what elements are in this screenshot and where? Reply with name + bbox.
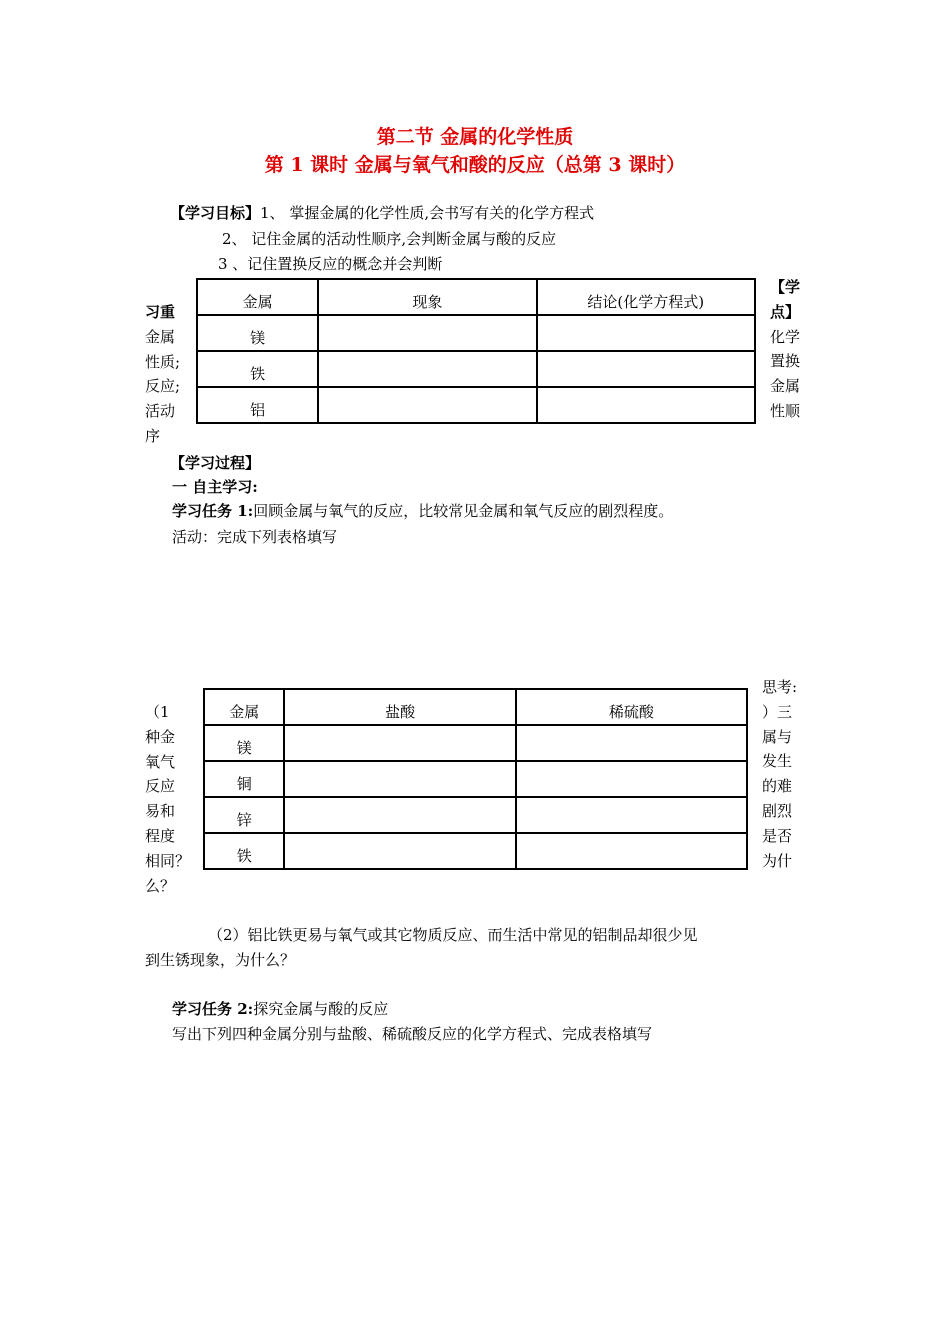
think-right — [762, 675, 797, 873]
table-cell-blank[interactable] — [284, 797, 515, 833]
question2-line2: 到生锈现象，为什么？ — [145, 951, 296, 969]
key-points-right-text: 点】 — [770, 302, 801, 321]
think-right-text: 属与 — [762, 727, 793, 746]
table-cell-metal: 镁 — [197, 315, 318, 351]
key-points-right-text: 化学 — [770, 327, 801, 346]
think-right-text: 是否 — [762, 826, 793, 845]
table-cell-blank[interactable] — [516, 833, 747, 869]
key-points-left-text: 习重 — [145, 303, 176, 321]
think-left-text: 相同？ — [145, 851, 191, 870]
objective-3: 3 、记住置换反应的概念并会判断 — [218, 255, 443, 273]
key-points-left — [145, 300, 180, 449]
table-cell-blank[interactable] — [516, 761, 747, 797]
think-left-text: 程度 — [145, 826, 176, 845]
task2-text: 探究金属与酸的反应 — [253, 1000, 389, 1018]
table-header-row — [204, 689, 747, 725]
table-header-cell: 稀硫酸 — [516, 689, 747, 725]
task1-label: 学习任务 1: — [172, 502, 254, 520]
table-header-cell: 结论(化学方程式) — [537, 279, 755, 315]
task2-label: 学习任务 2: — [172, 1000, 254, 1018]
table-header-cell: 金属 — [197, 279, 318, 315]
key-points-right-text: 金属 — [770, 377, 801, 396]
key-points-right-text: 性顺 — [770, 401, 801, 420]
think-left-text: 种金 — [145, 727, 176, 746]
key-points-right — [770, 275, 800, 424]
table-row — [197, 387, 755, 423]
table-cell-metal: 铜 — [204, 761, 284, 797]
task2-line — [172, 998, 388, 1019]
think-left-text: 易和 — [145, 802, 176, 821]
table-row — [204, 761, 747, 797]
key-points-left-text: 序 — [145, 426, 161, 445]
task1-line — [172, 500, 673, 521]
table-cell-metal: 铁 — [204, 833, 284, 869]
key-points-left-text: 反应; — [145, 377, 181, 396]
objective-text: 1、 掌握金属的化学性质,会书写有关的化学方程式 — [260, 204, 595, 222]
think-right-text: ）三 — [762, 702, 793, 721]
section-self-study: 一 自主学习: — [172, 478, 258, 496]
key-points-left-text: 活动 — [145, 402, 176, 421]
table-cell-blank[interactable] — [516, 797, 747, 833]
page-title: 第二节 金属的化学性质 — [376, 126, 574, 148]
table-row — [197, 315, 755, 351]
page-subtitle: 第 1 课时 金属与氧气和酸的反应（总第 3 课时） — [264, 154, 686, 176]
table-row — [204, 833, 747, 869]
table-cell-metal: 铁 — [197, 351, 318, 387]
table-cell-blank[interactable] — [284, 725, 515, 761]
table-header-cell: 现象 — [318, 279, 536, 315]
table-cell-blank[interactable] — [318, 351, 536, 387]
think-left — [145, 700, 190, 898]
table-cell-blank[interactable] — [537, 315, 755, 351]
key-points-left-text: 金属 — [145, 327, 176, 346]
table-cell-blank[interactable] — [284, 833, 515, 869]
think-right-text: 发生 — [762, 752, 793, 771]
table-row — [204, 797, 747, 833]
table-metal-acid — [203, 688, 748, 870]
activity-text: 活动：完成下列表格填写 — [172, 528, 338, 546]
table-cell-metal: 镁 — [204, 725, 284, 761]
objective-2: 2、 记住金属的活动性顺序,会判断金属与酸的反应 — [222, 230, 557, 248]
table-cell-blank[interactable] — [516, 725, 747, 761]
task1-text: 回顾金属与氧气的反应，比较常见金属和氧气反应的剧烈程度。 — [253, 502, 674, 520]
table-header-cell: 金属 — [204, 689, 284, 725]
key-points-left-text: 性质; — [145, 352, 181, 371]
think-left-text: （1 — [145, 703, 170, 721]
table-cell-blank[interactable] — [284, 761, 515, 797]
think-left-text: 么？ — [145, 876, 176, 895]
task2-instruction: 写出下列四种金属分别与盐酸、稀硫酸反应的化学方程式、完成表格填写 — [172, 1025, 653, 1043]
objectives-label: 【学习目标】 — [170, 204, 261, 222]
think-left-text: 反应 — [145, 777, 176, 796]
table-cell-blank[interactable] — [318, 387, 536, 423]
table-cell-metal: 锌 — [204, 797, 284, 833]
think-right-text: 剧烈 — [762, 801, 793, 820]
think-right-text: 为什 — [762, 851, 793, 870]
objective-1 — [170, 202, 594, 223]
think-right-text: 的难 — [762, 777, 793, 796]
key-points-right-text: 【学 — [770, 278, 801, 296]
question2-line1: （2）铝比铁更易与氧气或其它物质反应、而生活中常见的铝制品却很少见 — [208, 926, 698, 944]
table-row — [204, 725, 747, 761]
table-cell-blank[interactable] — [537, 351, 755, 387]
table-cell-blank[interactable] — [318, 315, 536, 351]
table-header-row — [197, 279, 755, 315]
table-cell-metal: 铝 — [197, 387, 318, 423]
process-label: 【学习过程】 — [170, 454, 261, 472]
think-left-text: 氧气 — [145, 752, 176, 771]
table-header-cell: 盐酸 — [284, 689, 515, 725]
key-points-right-text: 置换 — [770, 352, 801, 371]
table-cell-blank[interactable] — [537, 387, 755, 423]
table-row — [197, 351, 755, 387]
think-right-text: 思考: — [762, 678, 798, 696]
table-metal-oxygen — [196, 278, 756, 424]
